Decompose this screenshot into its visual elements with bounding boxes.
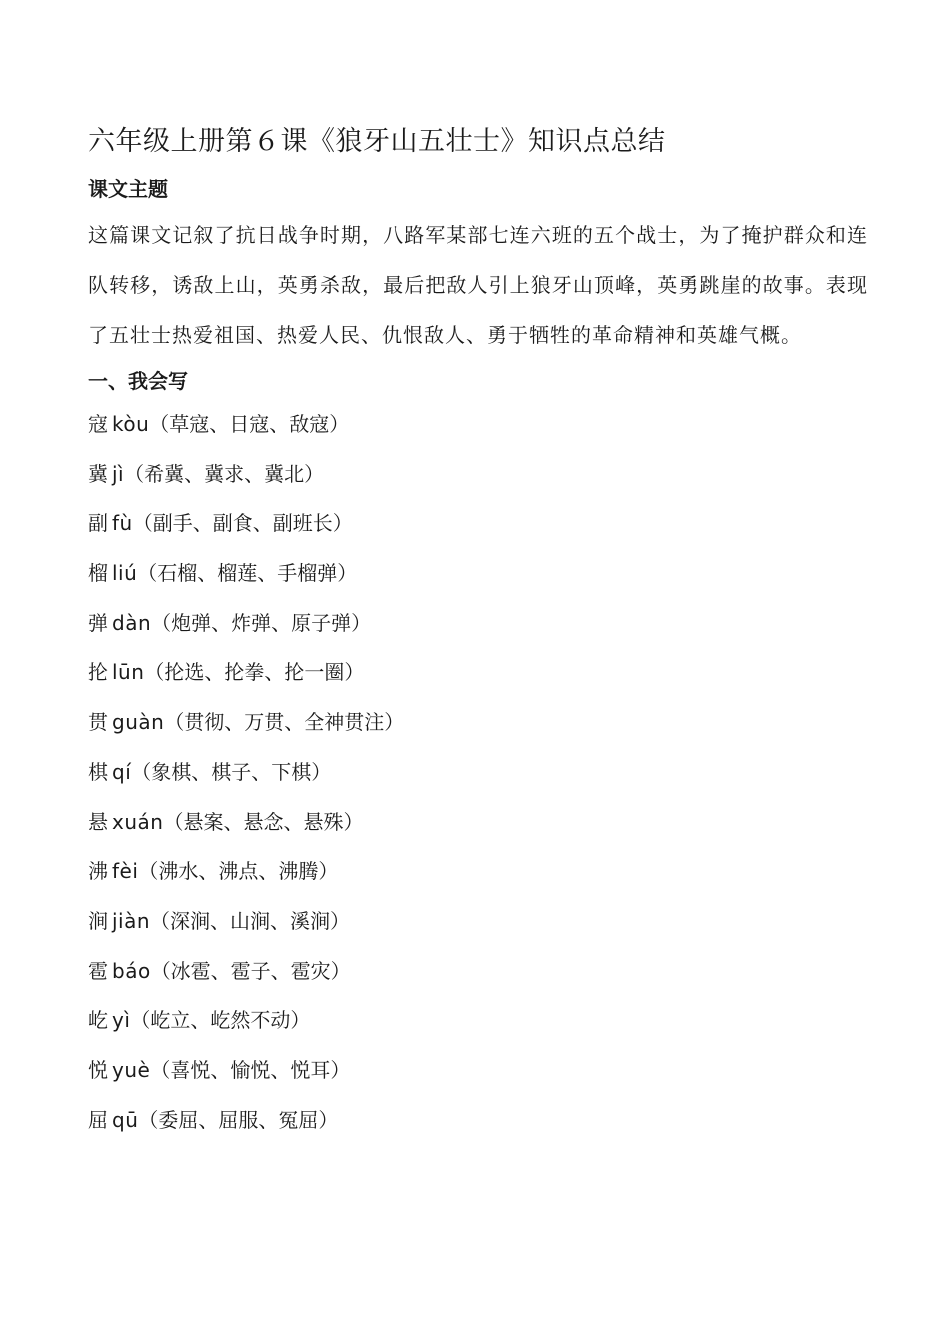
word-examples: （副手、副食、副班长）: [132, 511, 353, 536]
word-pinyin: qū: [112, 1107, 139, 1132]
list-item: [88, 648, 868, 698]
word-char: 贯: [88, 710, 108, 735]
theme-paragraph: 这篇课文记叙了抗日战争时期，八路军某部七连六班的五个战士，为了掩护群众和连队转移，诱敌上山，英勇杀敌，最后把敌人引上狼牙山顶峰，英勇跳崖的故事。表现了五壮士热爱祖国、热爱人民、仇恨敌人、勇于牺牲的革命精神和英雄气概。: [88, 223, 868, 347]
word-examples: （深涧、山涧、溪涧）: [150, 908, 351, 933]
theme-heading: 课文主题: [88, 177, 168, 201]
list-item: [88, 698, 868, 748]
word-char: 沸: [88, 859, 108, 884]
list-item: [88, 450, 868, 500]
list-item: [88, 897, 868, 947]
word-examples: （沸水、沸点、沸腾）: [138, 859, 339, 884]
word-examples: （石榴、榴莲、手榴弹）: [137, 561, 358, 586]
word-examples: （希冀、冀求、冀北）: [124, 461, 325, 486]
word-examples: （喜悦、愉悦、悦耳）: [150, 1057, 351, 1082]
word-examples: （象棋、棋子、下棋）: [131, 759, 332, 784]
word-char: 雹: [88, 958, 108, 983]
word-pinyin: kòu: [112, 412, 150, 436]
word-char: 寇: [88, 412, 108, 436]
list-item: [88, 748, 868, 798]
word-examples: （抡选、抡拳、抡一圈）: [144, 660, 365, 685]
write-heading: 一、我会写: [88, 369, 188, 393]
word-examples: （炮弹、炸弹、原子弹）: [151, 610, 372, 635]
word-pinyin: liú: [112, 561, 138, 586]
word-char: 冀: [88, 461, 108, 486]
word-char: 榴: [88, 561, 108, 586]
list-item: [88, 599, 868, 649]
word-char: 悦: [88, 1057, 108, 1082]
document-title: 六年级上册第６课《狼牙山五壮士》知识点总结: [88, 126, 666, 157]
word-pinyin: dàn: [112, 610, 152, 635]
word-pinyin: fèi: [112, 859, 139, 884]
word-examples: （委屈、屈服、冤屈）: [138, 1107, 339, 1132]
word-char: 涧: [88, 908, 108, 933]
word-char: 抡: [88, 660, 108, 685]
word-char: 屈: [88, 1107, 108, 1132]
word-pinyin: xuán: [112, 809, 164, 834]
word-pinyin: fù: [112, 511, 133, 536]
list-item: [88, 947, 868, 997]
word-pinyin: qí: [112, 759, 132, 784]
word-pinyin: yuè: [112, 1057, 151, 1082]
list-item: [88, 996, 868, 1046]
word-examples: （冰雹、雹子、雹灾）: [150, 958, 351, 983]
word-char: 副: [88, 511, 108, 536]
word-char: 悬: [88, 809, 108, 834]
list-item: [88, 400, 868, 450]
document-page: [88, 118, 868, 1145]
word-examples: （屹立、屹然不动）: [130, 1008, 311, 1033]
word-pinyin: jì: [112, 461, 125, 486]
list-item: [88, 1046, 868, 1096]
word-examples: （草寇、日寇、敌寇）: [149, 412, 350, 436]
word-pinyin: lūn: [112, 660, 145, 685]
list-item: [88, 1096, 868, 1146]
list-item: [88, 499, 868, 549]
word-pinyin: guàn: [112, 710, 165, 735]
list-item: [88, 798, 868, 848]
word-char: 屹: [88, 1008, 108, 1033]
word-examples: （贯彻、万贯、全神贯注）: [164, 710, 405, 735]
word-char: 棋: [88, 759, 108, 784]
word-list: [88, 400, 868, 1145]
word-char: 弹: [88, 610, 108, 635]
word-pinyin: yì: [112, 1008, 131, 1033]
list-item: [88, 549, 868, 599]
word-pinyin: jiàn: [112, 908, 151, 933]
list-item: [88, 847, 868, 897]
word-pinyin: báo: [112, 958, 151, 983]
word-examples: （悬案、悬念、悬殊）: [163, 809, 364, 834]
